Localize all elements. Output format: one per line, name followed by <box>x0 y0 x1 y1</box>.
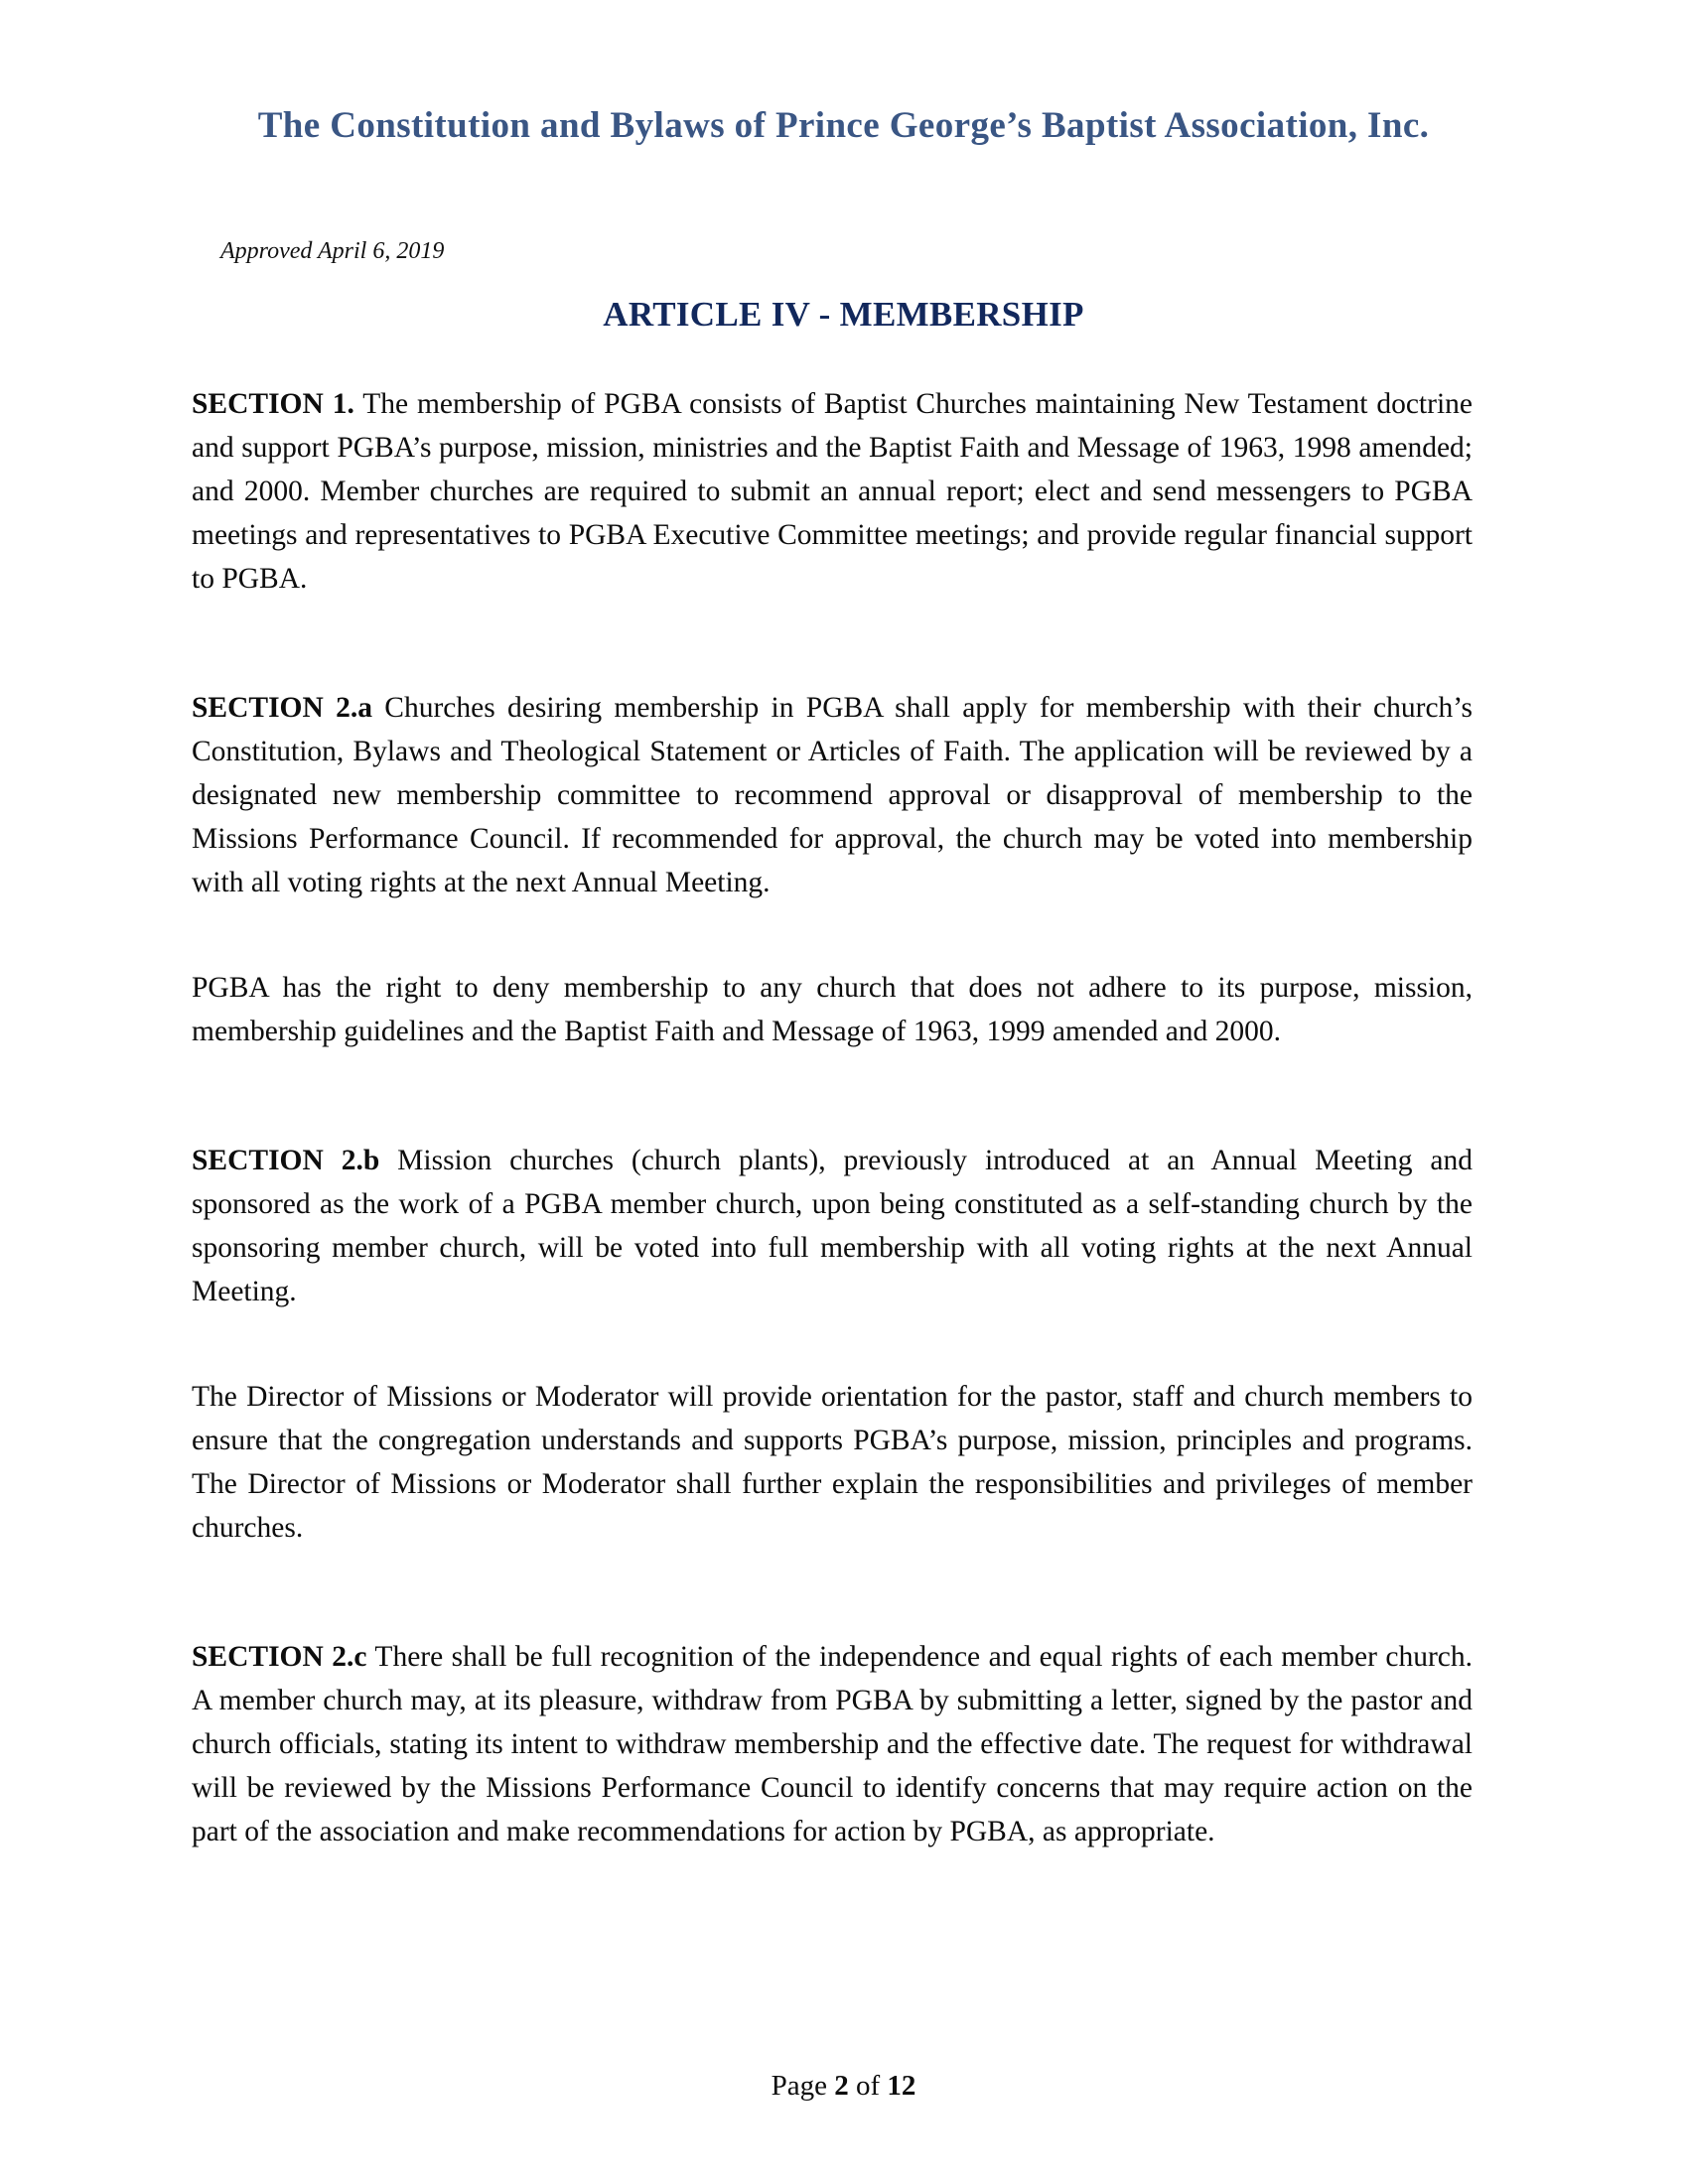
footer-middle: of <box>848 2070 888 2102</box>
section-2a-text: Churches desiring membership in PGBA shall apply for membership with their church’s Constitution, Bylaws and Theological Statement or Articles of Faith. The application will be reviewed by a designated new membership committee to recommend approval or disapproval of membership to the Missions Performance Council. If recommended for approval, the church may be voted into membership with all voting rights at the next Annual Meeting. <box>192 692 1473 898</box>
page-footer <box>0 2070 1687 2103</box>
section-1-text: The membership of PGBA consists of Baptist Churches maintaining New Testament doctrine and support PGBA’s purpose, mission, ministries and the Baptist Faith and Message of 1963, 1998 amended; and 2000. Member churches are required to submit an annual report; elect and send messengers to PGBA meetings and representatives to PGBA Executive Committee meetings; and provide regular financial support to PGBA. <box>192 388 1473 595</box>
section-1-label: SECTION 1. <box>192 388 354 420</box>
section-2b-second-paragraph-text: The Director of Missions or Moderator will provide orientation for the pastor, staff and church members to ensure that the congregation understands and supports PGBA’s purpose, mission, principles and programs. The Director of Missions or Moderator shall further explain the responsibilities and privileges of member churches. <box>192 1381 1473 1544</box>
section-2a-label: SECTION 2.a <box>192 692 372 724</box>
section-2b-text: Mission churches (church plants), previously introduced at an Annual Meeting and sponsored as the work of a PGBA member church, upon being constituted as a self-standing church by the sponsoring member church, will be voted into full membership with all voting rights at the next Annual Meeting. <box>192 1145 1473 1307</box>
spacer <box>192 1313 1473 1375</box>
body-column <box>192 382 1473 1853</box>
document-title: The Constitution and Bylaws of Prince George’s Baptist Association, Inc. <box>257 105 1430 146</box>
section-2a-second-paragraph-text: PGBA has the right to deny membership to any church that does not adhere to its purpose, mission, membership guidelines and the Baptist Faith and Message of 1963, 1999 amended and 2000. <box>192 972 1473 1047</box>
spacer <box>192 601 1473 686</box>
section-2b-second-paragraph <box>192 1375 1473 1550</box>
section-2a-paragraph <box>192 686 1473 904</box>
section-2c-text: There shall be full recognition of the independence and equal rights of each member church. A member church may, at its pleasure, withdraw from PGBA by submitting a letter, signed by the pastor and church officials, stating its intent to withdraw membership and the effective date. The request for withdrawal will be reviewed by the Missions Performance Council to identify concerns that may require action on the part of the association and make recommendations for action by PGBA, as appropriate. <box>192 1641 1473 1847</box>
article-heading: ARTICLE IV - MEMBERSHIP <box>603 295 1084 334</box>
section-2a-second-paragraph <box>192 966 1473 1053</box>
spacer <box>192 1550 1473 1635</box>
section-1-paragraph <box>192 382 1473 601</box>
spacer <box>192 1053 1473 1139</box>
spacer <box>192 904 1473 966</box>
footer-total-pages: 12 <box>887 2070 916 2102</box>
section-2c-paragraph <box>192 1635 1473 1853</box>
section-2b-label: SECTION 2.b <box>192 1145 380 1176</box>
approved-date: Approved April 6, 2019 <box>220 238 445 264</box>
footer-prefix: Page <box>771 2070 835 2102</box>
footer-page-number: 2 <box>834 2070 849 2102</box>
section-2b-paragraph <box>192 1139 1473 1313</box>
section-2c-label: SECTION 2.c <box>192 1641 367 1673</box>
